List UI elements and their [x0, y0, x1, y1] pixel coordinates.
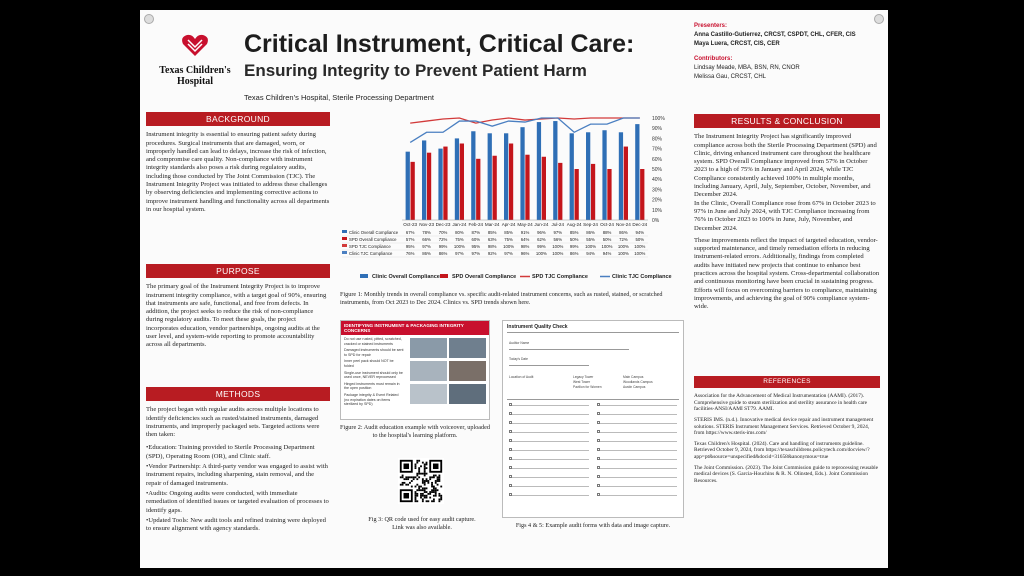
- table-cell: 96%: [520, 251, 530, 256]
- x-tick-label: Sep-24: [583, 222, 599, 227]
- location-option: West Tower: [573, 380, 591, 384]
- bar-1-4: [476, 159, 480, 220]
- methods-intro: The project began with regular audits across multiple locations to identify deficiencies such as rusted/stained instruments, damaged instruments, and improperly packaged sets. Targeted actions were then taken:: [146, 406, 320, 439]
- presenter-name: Maya Luera, CRCST, CIS, CER: [694, 41, 780, 47]
- y-tick-label: 60%: [652, 156, 663, 163]
- methods-item: •Education: Training provided to Sterile Processing Department (SPD), Operating Room (OR), and Clinic staff.: [146, 444, 315, 460]
- x-tick-label: Jan-24: [452, 222, 467, 227]
- checklist-line: [597, 495, 677, 498]
- methods-heading: METHODS: [146, 387, 330, 401]
- table-cell: 100%: [503, 244, 515, 249]
- reference-item: STERIS IMS. (n.d.). Innovative medical device repair and instrument management solutions. STERIS Instrument Management Services. Retrieved October 9, 2024, from https://www.steris-ims.com/: [694, 417, 874, 437]
- table-legend-key: [342, 230, 347, 233]
- table-cell: 100%: [552, 251, 564, 256]
- checklist-line: [509, 423, 589, 426]
- heart-logo-icon: [180, 32, 210, 58]
- x-tick-label: Mar-24: [484, 222, 500, 227]
- checkbox-icon: [509, 448, 512, 451]
- results-paragraph: The Instrument Integrity Project has significantly improved compliance across both the Sterile Processing Department (SPD) and Clinic, driving enhanced instrument care throughout the healthcare system. SPD Overall Compliance improved from 57% in October 2023 to a high of 75% in January and April 2024, while TJC Compliance consistently achieved 100% in multiple months, including January, April, July, September, October, November, and December 2024.: [694, 133, 877, 199]
- table-legend-key: [342, 244, 347, 247]
- table-cell: 88%: [602, 230, 612, 235]
- bar-0-1: [422, 140, 426, 220]
- education-bullet: Do not use rusted, pitted, scratched, cracked or stained instruments: [344, 337, 402, 346]
- form-field-label: Auditor Name: [509, 341, 530, 345]
- x-tick-label: Oct-23: [403, 222, 418, 227]
- checklist-line: [597, 423, 677, 426]
- table-cell: 100%: [634, 244, 646, 249]
- legend-label: Clinic Overall Compliance: [372, 274, 440, 280]
- bar-0-4: [471, 131, 475, 220]
- table-cell: 62%: [537, 237, 546, 242]
- checklist-line: [509, 486, 589, 489]
- results-heading: RESULTS & CONCLUSION: [694, 114, 880, 128]
- x-tick-label: Dec-24: [632, 222, 648, 227]
- bar-0-11: [586, 132, 590, 220]
- education-bullet: Damaged instruments should be sent to SPD for repair: [344, 348, 404, 357]
- chart-svg: [340, 112, 684, 284]
- audit-form-title: Instrument Quality Check: [507, 324, 568, 330]
- references-section: [694, 376, 880, 488]
- bar-1-5: [493, 156, 497, 220]
- location-option: Pavilion for Women: [573, 385, 602, 389]
- table-cell: 75%: [504, 237, 513, 242]
- table-cell: 57%: [405, 237, 415, 242]
- checklist-line: [597, 477, 677, 480]
- location-option: Main Campus: [623, 375, 644, 379]
- table-cell: 55%: [586, 237, 595, 242]
- y-tick-label: 90%: [652, 126, 663, 133]
- education-card: [340, 320, 490, 420]
- bar-1-9: [558, 163, 562, 220]
- x-tick-label: Dec-23: [435, 222, 451, 227]
- location-option: Legacy Tower: [573, 375, 594, 379]
- table-cell: 85%: [569, 230, 579, 235]
- pin: [144, 14, 154, 24]
- checklist-line: [509, 450, 589, 453]
- table-cell: 72%: [619, 237, 628, 242]
- checkbox-icon: [597, 403, 600, 406]
- checkbox-icon: [509, 421, 512, 424]
- checklist-line: [509, 414, 589, 417]
- bar-0-13: [619, 132, 623, 220]
- purpose-section: [146, 264, 330, 350]
- x-tick-label: Apr-24: [501, 222, 516, 227]
- checkbox-icon: [509, 412, 512, 415]
- checklist-line: [509, 477, 589, 480]
- checklist-line: [597, 450, 677, 453]
- logo-line-2: Hospital: [176, 76, 214, 87]
- table-cell: 99%: [537, 244, 546, 249]
- table-cell: 95%: [405, 244, 415, 249]
- education-bullet: Hinged instruments must remain in the open position: [344, 381, 400, 391]
- table-cell: 86%: [569, 251, 579, 256]
- table-cell: 97%: [504, 251, 513, 256]
- table-cell: 94%: [635, 230, 645, 235]
- table-cell: 67%: [405, 230, 415, 235]
- bar-1-14: [640, 169, 644, 220]
- y-tick-label: 80%: [652, 136, 663, 143]
- table-cell: 80%: [455, 230, 464, 235]
- instrument-photo: [410, 384, 447, 404]
- instrument-photo: [410, 361, 447, 381]
- y-tick-label: 70%: [652, 146, 663, 153]
- contributor-name: Lindsay Meade, MBA, BSN, RN, CNOR: [694, 65, 800, 71]
- bar-1-13: [624, 147, 628, 220]
- legend-key: [440, 274, 448, 278]
- purpose-text: The primary goal of the Instrument Integrity Project is to improve instrument integrity compliance, with a target goal of 90%, ensuring that instruments are safe, functional, and free from defects. In addition, the project seeks to reduce the risk of non-compliance during regulatory audits. To meet these goals, the project incorporates education, vendor partnerships, ongoing audits at the user level, and system-wide reporting to promote accountability across all departments.: [146, 283, 327, 349]
- checkbox-icon: [597, 484, 600, 487]
- table-cell: 60%: [471, 237, 481, 242]
- bar-0-3: [455, 138, 459, 220]
- table-row-label: SPD TJC Compliance: [349, 244, 391, 249]
- table-cell: 92%: [487, 251, 497, 256]
- table-cell: 50%: [635, 237, 645, 242]
- instrument-photo: [449, 338, 486, 358]
- bar-1-0: [411, 162, 415, 220]
- left-column: [146, 112, 330, 214]
- education-card-heading: IDENTIFYING INSTRUMENT & PACKAGING INTEGRITY CONCERNS: [341, 321, 489, 335]
- bar-1-8: [542, 157, 546, 220]
- checkbox-icon: [597, 466, 600, 469]
- table-cell: 85%: [504, 230, 513, 235]
- table-cell: 94%: [586, 251, 595, 256]
- background-text: Instrument integrity is essential to ensuring patient safety during procedures. Surgical instruments that are damaged, worn, or improperly handled can lead to delays, increase the risk of infection, and compromise care quality. Non-compliance with instrument integrity standards also poses a risk during regulatory audits, including those conducted by The Joint Commission (TJC). The Instrument Integrity Project was initiated to address these challenges by observing deficiencies and implementing corrective actions to improve instrument handling and functionality across all departments in our hospital system.: [146, 131, 330, 213]
- contributor-name: Melissa Gau, CRCST, CHL: [694, 74, 767, 80]
- checkbox-icon: [509, 457, 512, 460]
- background-heading: BACKGROUND: [146, 112, 330, 126]
- table-cell: 96%: [537, 230, 546, 235]
- checklist-line: [509, 495, 589, 498]
- logo-line-1: Texas Children's: [159, 65, 231, 76]
- y-tick-label: 50%: [652, 167, 663, 173]
- reference-item: The Joint Commission. (2023). The Joint Commission guide to reprocessing reusable medical devices (S. Garcia-Houchins & R. N. Olinsted, Eds.). Joint Commission Resources.: [694, 464, 879, 484]
- x-tick-label: Nov-23: [419, 222, 435, 227]
- instrument-photo: [449, 384, 486, 404]
- legend-label: SPD TJC Compliance: [532, 274, 588, 280]
- table-cell: 66%: [422, 237, 431, 242]
- checklist-line: [509, 441, 589, 444]
- x-tick-label: Jul-24: [551, 222, 565, 227]
- bar-1-3: [460, 144, 464, 221]
- y-tick-label: 10%: [652, 207, 663, 214]
- reference-item: Texas Children's Hospital. (2024). Care and handling of instruments guideline. Retrieved October 9, 2024, from https://texaschildrens.policytech.com/docview/?app=pt&source=unspecified&docid=31658&anonymous=true: [694, 440, 870, 461]
- figure-3-caption: Fig 3: QR code used for easy audit capture. Link was also available.: [368, 516, 476, 531]
- instrument-photos: [407, 335, 489, 409]
- table-row-label: Clinic Overall Compliance: [349, 230, 399, 235]
- methods-item: •Vendor Partnership: A third-party vendor was engaged to assist with instrument repairs, including sharpening, stain removal, and the repair of damaged instruments.: [146, 463, 328, 487]
- title-block: [244, 30, 684, 102]
- x-tick-label: May-24: [517, 222, 533, 227]
- checklist-line: [509, 459, 589, 462]
- table-cell: 98%: [487, 244, 497, 249]
- checklist-line: [597, 459, 677, 462]
- checklist-line: [597, 441, 677, 444]
- table-cell: 76%: [405, 251, 415, 256]
- poster-subtitle: Ensuring Integrity to Prevent Patient Harm: [244, 61, 587, 80]
- form-field-label: Location of Audit: [509, 375, 534, 379]
- contributors-heading: Contributors:: [694, 56, 733, 62]
- checkbox-icon: [509, 475, 512, 478]
- y-tick-label: 30%: [652, 187, 663, 194]
- checkbox-icon: [597, 493, 600, 496]
- bar-1-1: [427, 153, 431, 220]
- table-cell: 94%: [602, 251, 612, 256]
- figure-4-5-caption: Figs 4 & 5: Example audit forms with data and image capture.: [515, 522, 671, 529]
- checkbox-icon: [597, 439, 600, 442]
- y-tick-label: 20%: [652, 197, 663, 204]
- checkbox-icon: [597, 475, 600, 478]
- table-cell: 100%: [617, 244, 629, 249]
- bar-0-9: [553, 121, 557, 220]
- methods-item: •Updated Tools: New audit tools and refined training were deployed to ensure alignment with agency standards.: [146, 516, 326, 533]
- table-cell: 86%: [619, 230, 628, 235]
- x-tick-label: Jun-24: [534, 222, 549, 227]
- table-cell: 99%: [569, 244, 579, 249]
- bar-1-11: [591, 164, 595, 220]
- y-tick-label: 100%: [652, 116, 665, 122]
- bar-0-7: [520, 127, 524, 220]
- table-legend-key: [342, 237, 347, 240]
- checkbox-icon: [597, 412, 600, 415]
- table-cell: 98%: [520, 244, 530, 249]
- checkbox-icon: [509, 403, 512, 406]
- bar-0-5: [488, 133, 492, 220]
- table-cell: 63%: [487, 237, 497, 242]
- checkbox-icon: [597, 448, 600, 451]
- checklist-line: [597, 405, 677, 408]
- x-tick-label: Oct-24: [600, 222, 614, 227]
- table-cell: 97%: [422, 244, 431, 249]
- figure-2-caption: Figure 2: Audit education example with voiceover, uploaded to the hospital's learning platform.: [340, 424, 490, 439]
- table-cell: 56%: [553, 237, 563, 242]
- checklist-line: [509, 468, 589, 471]
- table-cell: 91%: [520, 230, 530, 235]
- bar-0-12: [602, 130, 606, 220]
- checklist-line: [597, 468, 677, 471]
- instrument-photo: [449, 361, 486, 381]
- checkbox-icon: [509, 493, 512, 496]
- table-cell: 87%: [471, 230, 481, 235]
- table-cell: 70%: [438, 230, 448, 235]
- methods-list: [146, 444, 330, 533]
- table-cell: 97%: [455, 251, 464, 256]
- checkbox-icon: [597, 457, 600, 460]
- checkbox-icon: [509, 439, 512, 442]
- results-paragraph: In the Clinic, Overall Compliance rose from 67% in October 2023 to 97% in June and July 2024, with TJC Compliance increasing from 76% in October 2023 to 100% in June, July, November, and December 2024.: [694, 199, 876, 232]
- table-cell: 100%: [585, 244, 597, 249]
- bar-0-8: [537, 122, 541, 220]
- table-row-label: Clinic TJC Compliance: [349, 251, 393, 256]
- table-cell: 100%: [453, 244, 465, 249]
- authors-block: [694, 22, 884, 82]
- checklist-line: [509, 432, 589, 435]
- poster: [140, 10, 888, 568]
- x-tick-label: Aug-24: [566, 222, 582, 227]
- y-tick-label: 0%: [652, 218, 660, 224]
- checklist-line: [597, 432, 677, 435]
- table-cell: 86%: [438, 251, 448, 256]
- methods-section: [146, 387, 330, 535]
- methods-item: •Audits: Ongoing audits were conducted, with immediate remediation of identified issues or targeted evaluation of processes to identify gaps.: [146, 489, 329, 514]
- legend-key: [360, 274, 368, 278]
- bar-0-6: [504, 133, 508, 220]
- presenters-heading: Presenters:: [694, 23, 728, 29]
- qr-code-icon: [398, 458, 444, 504]
- table-cell: 78%: [422, 230, 431, 235]
- table-cell: 86%: [586, 230, 595, 235]
- table-cell: 100%: [617, 251, 629, 256]
- y-tick-label: 40%: [652, 177, 663, 184]
- table-cell: 100%: [552, 244, 564, 249]
- table-cell: 64%: [520, 237, 530, 242]
- table-cell: 50%: [602, 237, 612, 242]
- bar-0-10: [570, 133, 574, 220]
- checkbox-icon: [509, 466, 512, 469]
- legend-label: SPD Overall Compliance: [452, 274, 517, 280]
- reference-item: Association for the Advancement of Medical Instrumentation (AAMI). (2017). Comprehensive guide to steam sterilization and sterility assurance in health care facilities-ANSI/AAMI ST79. AAMI.: [694, 393, 868, 413]
- checkbox-icon: [597, 421, 600, 424]
- education-bullet: Single-use instrument should only be used once, NEVER reprocessed: [344, 370, 403, 380]
- table-cell: 99%: [438, 244, 448, 249]
- hospital-logo: [152, 32, 238, 87]
- audit-form: [502, 320, 684, 518]
- table-cell: 97%: [553, 230, 563, 235]
- affiliation: Texas Children’s Hospital, Sterile Processing Department: [244, 93, 434, 102]
- table-row-label: SPD Overall Compliance: [349, 237, 397, 242]
- figure-1-caption: Figure 1: Monthly trends in overall compliance vs. specific audit-related instrument concerns, such as rusted, stained, or scratched instruments, from Oct 2023 to Dec 2024. Clinics vs. SPD trends shown here.: [340, 291, 663, 306]
- bar-1-7: [525, 155, 529, 220]
- bar-1-2: [443, 147, 447, 220]
- instrument-photo: [410, 338, 447, 358]
- poster-title: Critical Instrument, Critical Care:: [244, 30, 635, 58]
- checkbox-icon: [597, 430, 600, 433]
- table-cell: 86%: [422, 251, 431, 256]
- bar-0-2: [438, 149, 442, 220]
- table-cell: 100%: [535, 251, 547, 256]
- presenter-name: Anna Castillo-Gutierrez, CRCST, CSPDT, CHL, CFER, CIS: [694, 32, 856, 38]
- location-option: Woodlands Campus: [623, 380, 653, 384]
- x-tick-label: Nov-24: [615, 222, 631, 227]
- table-cell: 100%: [601, 244, 613, 249]
- results-paragraph: These improvements reflect the impact of targeted education, vendor-supported maintenance, and timely remediation efforts in reducing instrument-related errors. Additionally, findings from completed audits have initiated new projects that continue to enhance best practices across the hospital system. Cross-departmental collaboration and continuous monitoring have been crucial in sustaining progress. Efforts will focus on overcoming barriers to compliance, maintaining improvements, and achieving the goal of 90% compliance system-wide.: [694, 236, 880, 311]
- table-legend-key: [342, 251, 347, 254]
- table-cell: 50%: [569, 237, 579, 242]
- bar-0-0: [406, 152, 410, 220]
- location-option: Austin Campus: [623, 385, 646, 389]
- table-cell: 95%: [471, 244, 481, 249]
- legend-label: Clinic TJC Compliance: [612, 274, 672, 280]
- compliance-chart: [340, 112, 684, 307]
- checklist-line: [597, 414, 677, 417]
- bar-1-12: [607, 169, 611, 220]
- table-cell: 85%: [487, 230, 497, 235]
- table-cell: 100%: [634, 251, 646, 256]
- checkbox-icon: [509, 430, 512, 433]
- bar-1-10: [575, 169, 579, 220]
- x-tick-label: Feb-24: [468, 222, 484, 227]
- references-heading: REFERENCES: [694, 376, 880, 388]
- table-cell: 75%: [455, 237, 464, 242]
- purpose-heading: PURPOSE: [146, 264, 330, 278]
- education-bullet: Inner peel pack should NOT be folded: [344, 359, 394, 368]
- education-bullet: Package integrity & Event Related (no expiration dates on items sterilized by SPD): [344, 392, 399, 407]
- bar-0-14: [635, 124, 639, 220]
- form-field-label: Today's Date: [509, 357, 528, 361]
- table-cell: 72%: [438, 237, 448, 242]
- table-cell: 97%: [471, 251, 481, 256]
- checklist-line: [597, 486, 677, 489]
- checkbox-icon: [509, 484, 512, 487]
- bar-1-6: [509, 144, 513, 221]
- checklist-line: [509, 405, 589, 408]
- results-section: [694, 114, 880, 312]
